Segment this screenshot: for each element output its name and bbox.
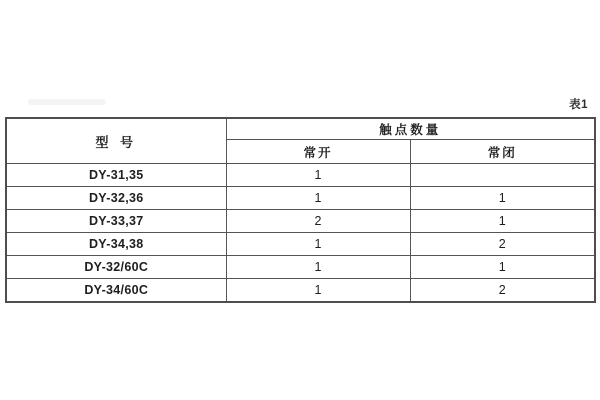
model-cell: DY-34,38 xyxy=(6,233,226,256)
model-cell: DY-32/60C xyxy=(6,256,226,279)
normally-open-cell: 1 xyxy=(226,164,410,187)
table-row xyxy=(6,233,595,256)
header-row-group xyxy=(6,118,595,140)
normally-closed-cell: 1 xyxy=(410,187,595,210)
column-header-normally-closed: 常闭 xyxy=(410,140,595,164)
contact-count-table xyxy=(5,117,596,303)
table-caption: 表1 xyxy=(569,99,588,111)
normally-open-cell: 1 xyxy=(226,256,410,279)
column-header-contacts-group: 触点数量 xyxy=(226,118,595,140)
normally-closed-cell xyxy=(410,164,595,187)
column-header-model: 型 号 xyxy=(6,118,226,164)
normally-closed-cell: 1 xyxy=(410,210,595,233)
table-row xyxy=(6,164,595,187)
table-row xyxy=(6,256,595,279)
normally-open-cell: 2 xyxy=(226,210,410,233)
table-row xyxy=(6,279,595,303)
normally-closed-cell: 2 xyxy=(410,279,595,303)
table-row xyxy=(6,187,595,210)
normally-closed-cell: 2 xyxy=(410,233,595,256)
normally-closed-cell: 1 xyxy=(410,256,595,279)
table-row xyxy=(6,210,595,233)
normally-open-cell: 1 xyxy=(226,233,410,256)
model-cell: DY-32,36 xyxy=(6,187,226,210)
normally-open-cell: 1 xyxy=(226,187,410,210)
column-header-normally-open: 常开 xyxy=(226,140,410,164)
normally-open-cell: 1 xyxy=(226,279,410,303)
model-cell: DY-33,37 xyxy=(6,210,226,233)
faint-watermark xyxy=(28,99,106,105)
model-cell: DY-34/60C xyxy=(6,279,226,303)
model-cell: DY-31,35 xyxy=(6,164,226,187)
